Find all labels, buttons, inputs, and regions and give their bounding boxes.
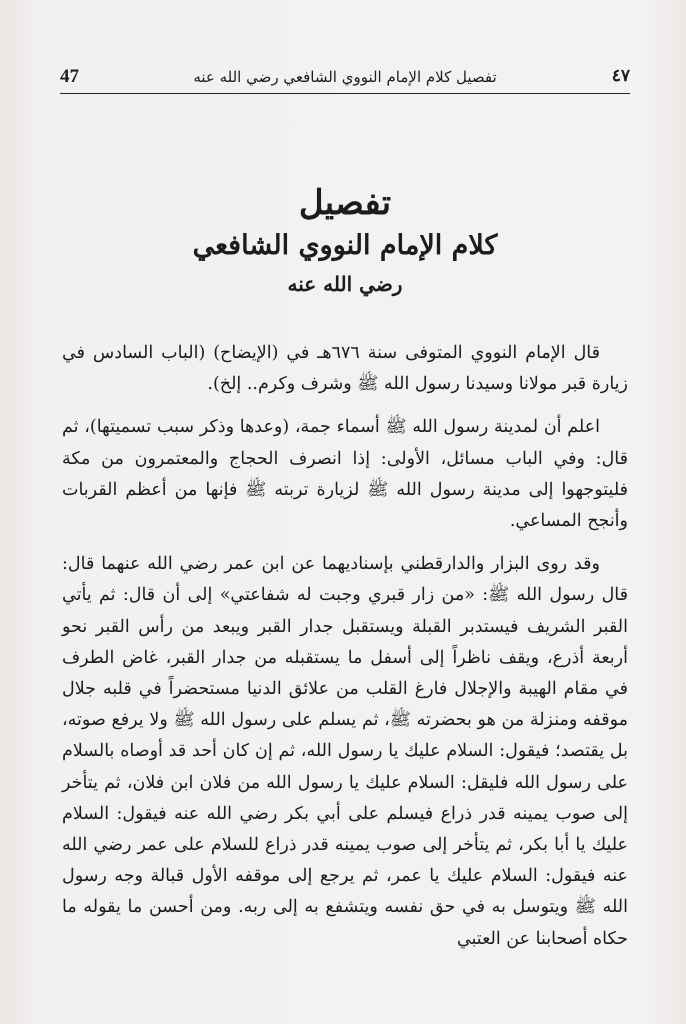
paragraph: اعلم أن لمدينة رسول الله ﷺ أسماء جمة، (وعدها وذكر سبب تسميتها)، ثم قال: وفي الباب مسائل، الأولى: إذا انصرف الحجاج والمعتمرون من مكة فليتوجهوا إلى مدينة رسول الله ﷺ لزيارة تربته ﷺ فإنها من أعظم القربات وأنجح المساعي. <box>62 417 628 532</box>
chapter-subtitle: كلام الإمام النووي الشافعي <box>192 230 498 261</box>
body-text <box>62 338 628 955</box>
page-number-arabic: ٤٧ <box>611 66 630 86</box>
paragraph: وقد روى البزار والدارقطني بإسناديهما عن ابن عمر رضي الله عنهما قال: قال رسول الله ﷺ: «من زار قبري وجبت له شفاعتي» إلى أن قال: ثم يأتي القبر الشريف فيستدبر القبلة ويستقبل جدار القبر ويبعد من رأس القبر نحو أربعة أذرع، ويقف ناظراً إلى أسفل ما يستقبله من جدار القبر، غاض الطرف في مقام الهيبة والإجلال فارغ القلب من علائق الدنيا مستحضراً في قلبه جلال موقفه ومنزلة من هو بحضرته ﷺ، ثم يسلم على رسول الله ﷺ ولا يرفع صوته، بل يقتصد؛ فيقول: السلام عليك يا رسول الله، ثم إن كان أحد قد أوصاه بالسلام على رسول الله فليقل: السلام عليك يا رسول الله من فلان ابن فلان، ثم يتأخر إلى صوب يمينه قدر ذراع فيسلم على أبي بكر رضي الله عنه فيقول: السلام عليك يا أبا بكر، ثم يتأخر إلى صوب يمينه قدر ذراع للسلام على عمر رضي الله عنه فيقول: السلام عليك يا عمر، ثم يرجع إلى موقفه الأول قبالة وجه رسول الله ﷺ ويتوسل به في حق نفسه ويتشفع به إلى ربه. ومن أحسن ما يقوله ما حكاه أصحابنا عن العتبي <box>62 554 628 949</box>
page-header <box>60 64 630 94</box>
chapter-title: تفصيل <box>298 183 392 223</box>
running-title: تفصيل كلام الإمام النووي الشافعي رضي الله عنه <box>193 68 497 86</box>
header-divider <box>60 93 630 94</box>
chapter-honorific: رضي الله عنه <box>287 272 403 296</box>
paragraph: قال الإمام النووي المتوفى سنة ٦٧٦هـ في (الإيضاح) (الباب السادس في زيارة قبر مولانا وسيدنا رسول الله ﷺ وشرف وكرم.. إلخ). <box>62 343 628 395</box>
chapter-heading <box>60 180 630 302</box>
page-number-latin: 47 <box>60 66 79 87</box>
